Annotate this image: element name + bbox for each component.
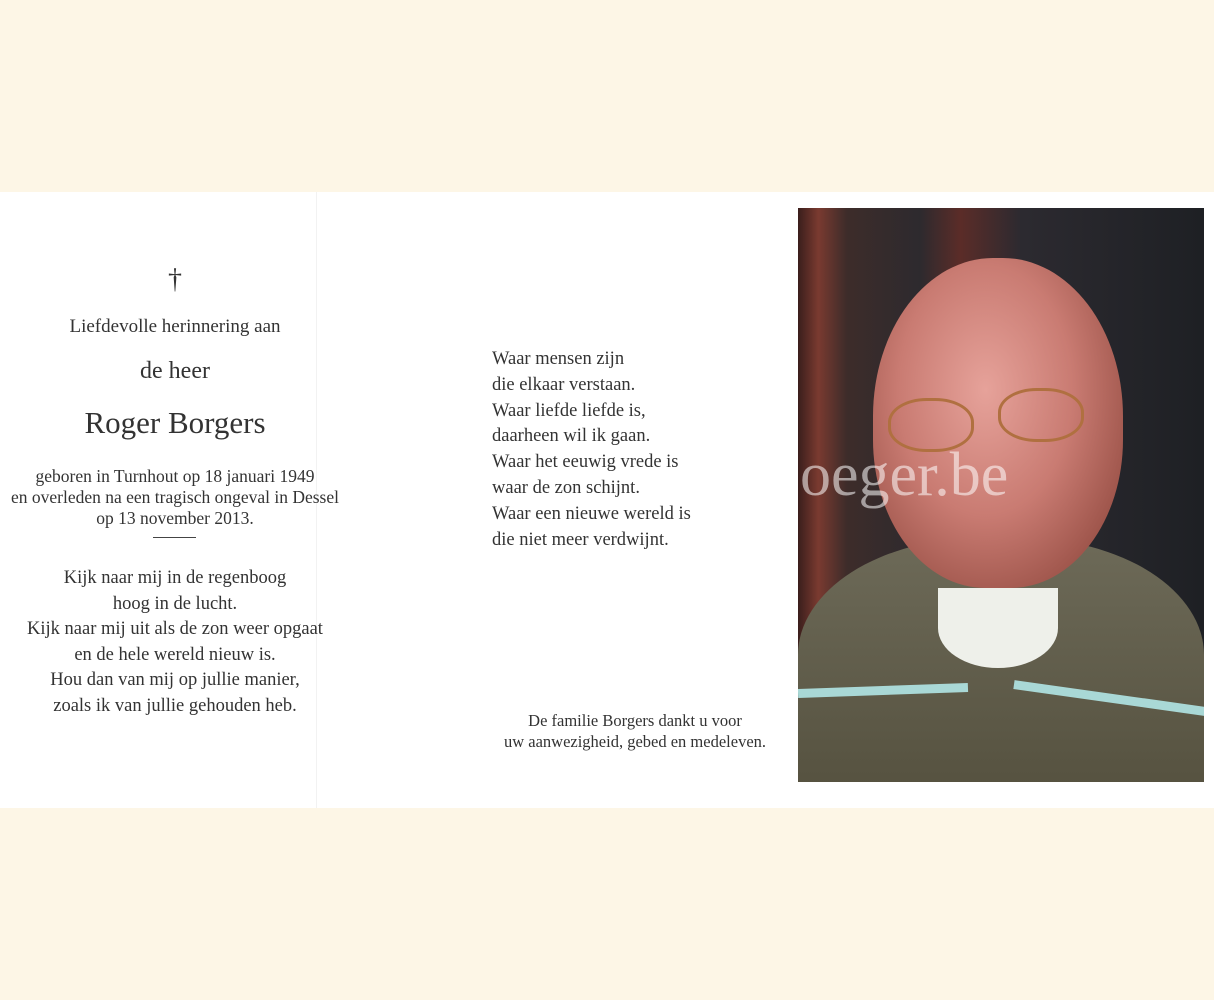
poem-line: zoals ik van jullie gehouden heb. — [53, 695, 297, 716]
poem-right — [492, 347, 691, 553]
thanks-text — [480, 710, 790, 752]
title-text: de heer — [140, 358, 210, 384]
poem-line: die niet meer verdwijnt. — [492, 529, 669, 550]
intro-text: Liefdevolle herinnering aan — [69, 316, 281, 337]
left-panel — [0, 192, 350, 808]
deceased-name: Roger Borgers — [84, 405, 266, 440]
poem-line: Waar een nieuwe wereld is — [492, 503, 691, 524]
divider — [153, 537, 196, 538]
poem-line: daarheen wil ik gaan. — [492, 426, 651, 447]
death-line: en overleden na een tragisch ongeval in Dessel — [11, 487, 339, 507]
poem-line: waar de zon schijnt. — [492, 477, 640, 498]
poem-left — [0, 566, 350, 719]
poem-line: Kijk naar mij uit als de zon weer opgaat — [27, 619, 323, 639]
memorial-card — [0, 192, 1214, 808]
poem-line: die elkaar verstaan. — [492, 374, 636, 395]
poem-line: Waar liefde liefde is, — [492, 400, 646, 421]
birth-line: geboren in Turnhout op 18 januari 1949 — [35, 466, 315, 486]
death-date-line: op 13 november 2013. — [96, 508, 254, 528]
poem-line: Hou dan van mij op jullie manier, — [50, 670, 300, 690]
thanks-line: uw aanwezigheid, gebed en medeleven. — [503, 732, 767, 751]
poem-line: hoog in de lucht. — [112, 593, 238, 614]
glasses-right — [998, 388, 1084, 442]
poem-line: Waar mensen zijn — [492, 349, 625, 369]
thanks-line: De familie Borgers dankt u voor — [528, 711, 742, 730]
poem-line: Waar het eeuwig vrede is — [492, 452, 679, 473]
cross-symbol: † — [168, 264, 182, 295]
photo-collar — [938, 588, 1058, 668]
poem-line: Kijk naar mij in de regenboog — [63, 568, 287, 588]
dates-text — [0, 466, 350, 529]
poem-line: en de hele wereld nieuw is. — [74, 644, 276, 665]
watermark: oeger.be — [800, 441, 1009, 509]
